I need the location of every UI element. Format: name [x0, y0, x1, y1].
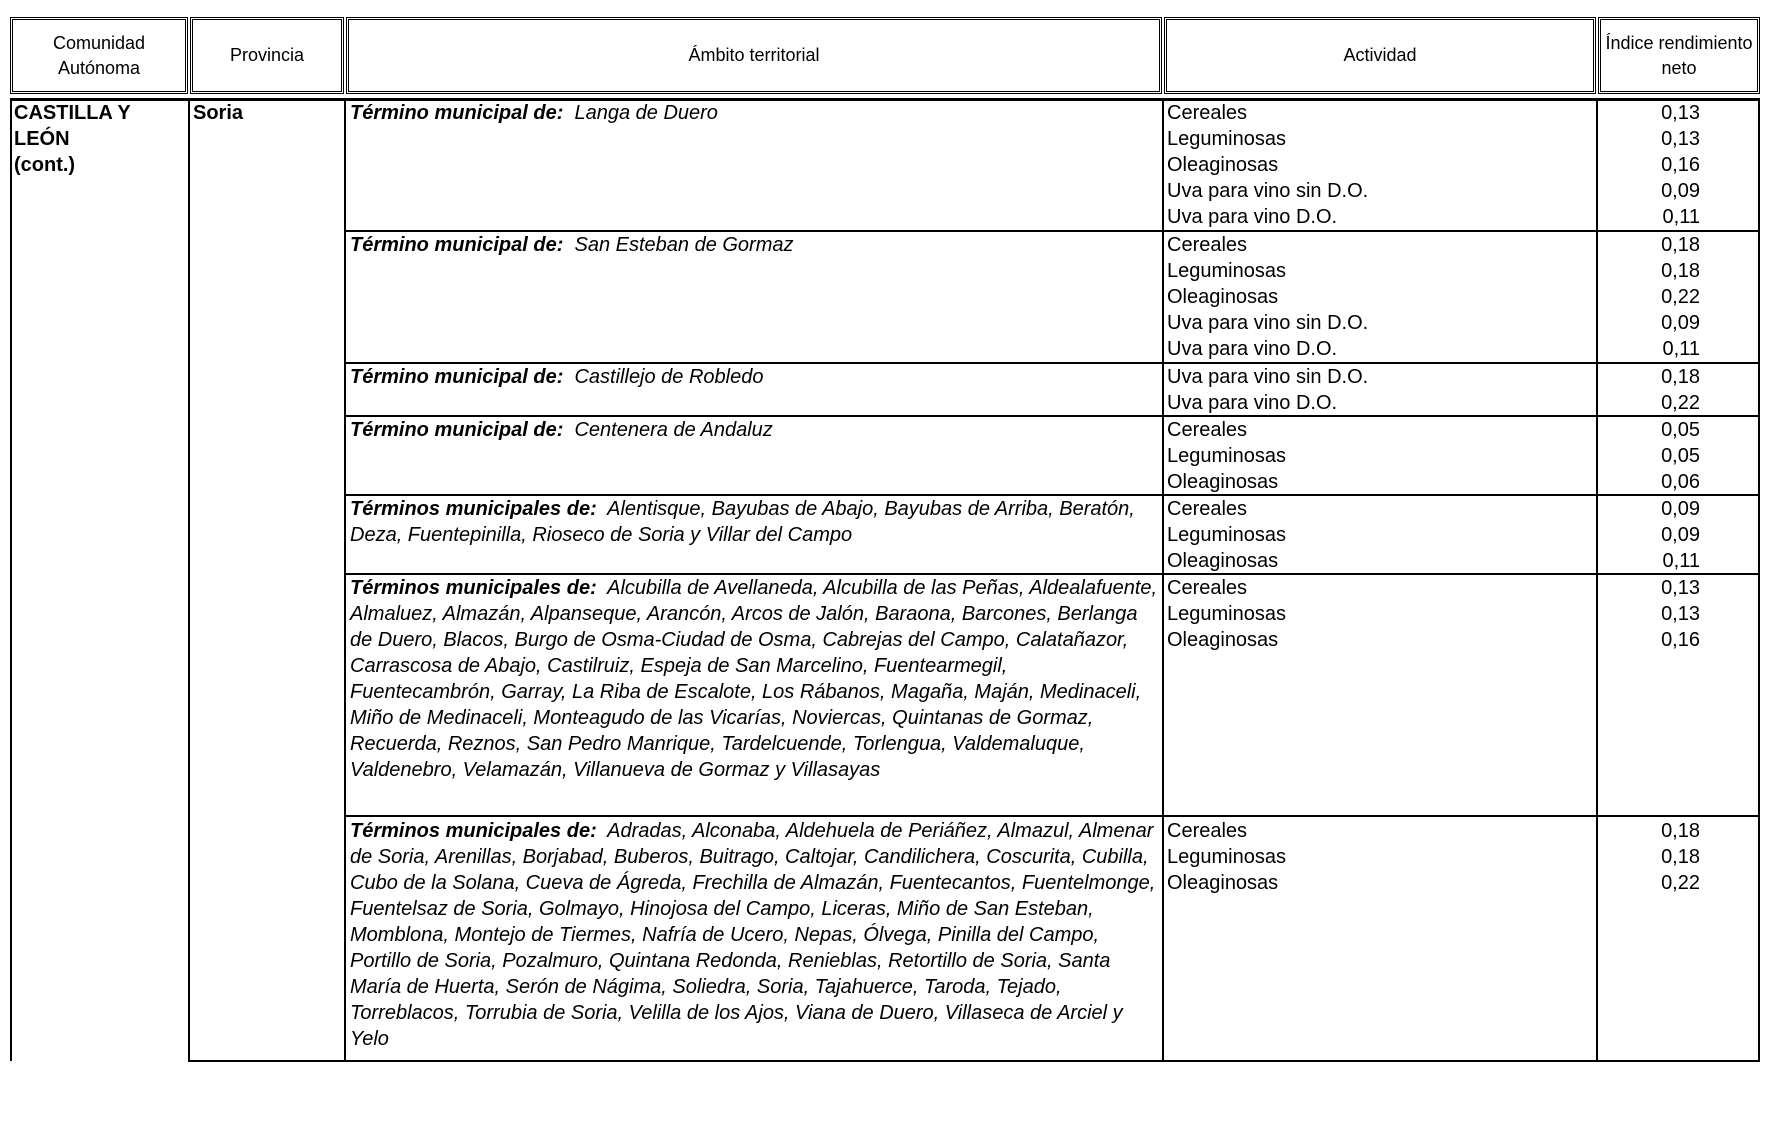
index-values: 0,09 0,09 0,11	[1661, 498, 1700, 572]
header-actividad: Actividad	[1164, 17, 1596, 94]
row-separator	[344, 815, 1760, 817]
col-border-6	[1758, 98, 1760, 1062]
territory-cell: Término municipal de: Castillejo de Robledo	[350, 366, 764, 388]
index-values: 0,13 0,13 0,16 0,09 0,11	[1661, 102, 1700, 228]
activity-list: Cereales Leguminosas Oleaginosas	[1167, 577, 1286, 651]
header-provincia: Provincia	[190, 17, 344, 94]
activity-list: Cereales Leguminosas Oleaginosas	[1167, 820, 1286, 894]
activity-list: Cereales Leguminosas Oleaginosas	[1167, 419, 1286, 493]
header-indice: Índice rendimiento neto	[1598, 17, 1760, 94]
index-values: 0,18 0,18 0,22 0,09 0,11	[1661, 234, 1700, 360]
territory-cell: Término municipal de: Langa de Duero	[350, 102, 718, 124]
territory-cell: Términos municipales de: Alentisque, Bayubas de Abajo, Bayubas de Arriba, Beratón, Deza, Fuentepinilla, Rioseco de Soria y Villar del Campo	[350, 498, 1135, 546]
index-values: 0,18 0,18 0,22	[1661, 820, 1700, 894]
territory-cell: Términos municipales de: Alcubilla de Avellaneda, Alcubilla de las Peñas, Aldealafuente, Almaluez, Almazán, Alpanseque, Arancón, Arcos de Jalón, Baraona, Barcones, Berlanga de Duero, Blacos, Burgo de Osma-Ciudad de Osma, Cabrejas del Campo, Calatañazor, Carrascosa de Abajo, Castilruiz, Espeja de San Marcelino, Fuentearmegil, Fuentecambrón, Garray, La Riba de Escalote, Los Rábanos, Magaña, Maján, Medinaceli, Miño de Medinaceli, Monteagudo de las Vicarías, Noviercas, Quintanas de Gormaz, Recuerda, Reznos, San Pedro Manrique, Tardelcuende, Torlengua, Valdemaluque, Valdenebro, Velamazán, Villanueva de Gormaz y Villasayas	[350, 577, 1158, 781]
index-values: 0,05 0,05 0,06	[1661, 419, 1700, 493]
territory-cell: Término municipal de: San Esteban de Gormaz	[350, 234, 794, 256]
activity-list: Cereales Leguminosas Oleaginosas	[1167, 498, 1286, 572]
territory-cell: Término municipal de: Centenera de Andaluz	[350, 419, 773, 441]
activity-list: Uva para vino sin D.O. Uva para vino D.O.	[1167, 366, 1369, 414]
col-border-5	[1596, 98, 1598, 1062]
col-border-4	[1162, 98, 1164, 1062]
index-values: 0,13 0,13 0,16	[1661, 577, 1700, 651]
col-border-3	[344, 98, 346, 1062]
header-comunidad: Comunidad Autónoma	[10, 17, 188, 94]
comunidad-name: CASTILLA Y LEÓN (cont.)	[14, 102, 131, 176]
territory-cell: Términos municipales de: Adradas, Alconaba, Aldehuela de Periáñez, Almazul, Almenar de Soria, Arenillas, Borjabad, Buberos, Buitrago, Caltojar, Candilichera, Coscurita, Cubilla, Cubo de la Solana, Cueva de Ágreda, Frechilla de Almazán, Fuentecantos, Fuentelmonge, Fuentelsaz de Soria, Golmayo, Hinojosa del Campo, Liceras, Miño de San Esteban, Momblona, Montejo de Tiermes, Nafría de Ucero, Nepas, Ólvega, Pinilla del Campo, Portillo de Soria, Pozalmuro, Quintana Redonda, Renieblas, Retortillo de Soria, Santa María de Huerta, Serón de Nágima, Soliedra, Soria, Tajahuerce, Taroda, Tejado, Torreblacos, Torrubia de Soria, Velilla de los Ajos, Viana de Duero, Villaseca de Arciel y Yelo	[350, 820, 1156, 1050]
col-border-1	[10, 98, 12, 1061]
index-values: 0,18 0,22	[1661, 366, 1700, 414]
activity-list: Cereales Leguminosas Oleaginosas Uva para vino sin D.O. Uva para vino D.O.	[1167, 102, 1369, 228]
table-bottom-border	[188, 1060, 1760, 1062]
activity-list: Cereales Leguminosas Oleaginosas Uva para vino sin D.O. Uva para vino D.O.	[1167, 234, 1369, 360]
provincia-name: Soria	[193, 102, 244, 124]
col-border-2	[188, 98, 190, 1062]
header-ambito: Ámbito territorial	[346, 17, 1162, 94]
